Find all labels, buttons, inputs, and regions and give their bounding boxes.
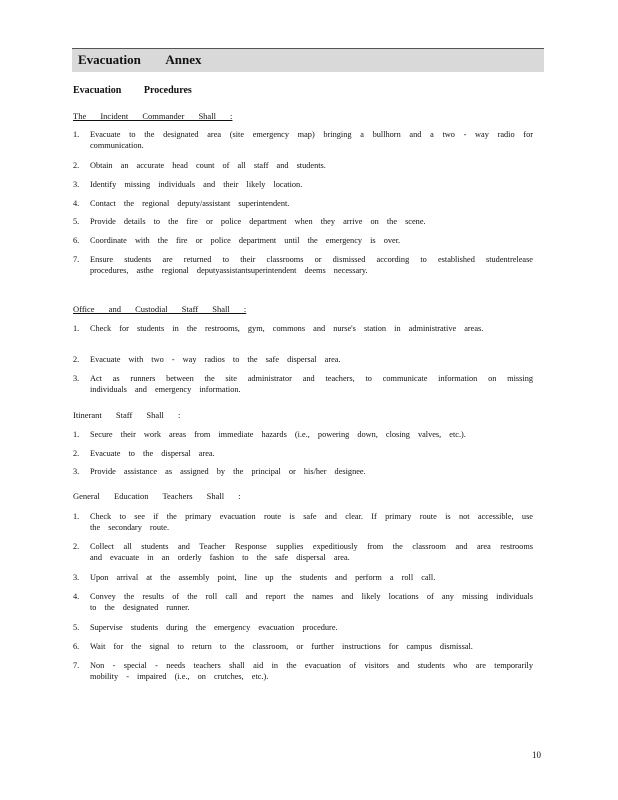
- list-item: [73, 323, 533, 334]
- item-text: Upon arrival at the assembly point, line up the students and perform a roll call.: [90, 573, 436, 582]
- item-text: Evacuate to the dispersal area.: [90, 449, 215, 458]
- annex-title: Evacuation Annex: [78, 52, 202, 67]
- annex-header-bar: [72, 48, 544, 72]
- list-item: [73, 541, 533, 563]
- item-number: 3.: [73, 467, 80, 476]
- list-item: [73, 160, 533, 171]
- item-text: Identify missing individuals and their likely location.: [90, 180, 303, 189]
- item-text: Provide details to the fire or police department when they arrive on the scene.: [90, 217, 426, 226]
- item-number: 3.: [73, 180, 80, 189]
- section-heading-incident-commander: The Incident Commander Shall :: [73, 111, 233, 121]
- item-number: 2.: [73, 355, 80, 364]
- item-text: Secure their work areas from immediate hazards (i.e., powering down, closing valves, etc.).: [90, 430, 466, 439]
- item-text: Supervise students during the emergency evacuation procedure.: [90, 623, 338, 632]
- list-item: [73, 448, 533, 459]
- item-number: 5.: [73, 217, 80, 226]
- list-item: [73, 622, 533, 633]
- list-item: [73, 572, 533, 583]
- item-text: Act as runners between the site administrator and teachers, to communicate information on missing individuals and emergency information.: [90, 374, 533, 394]
- list-item: [73, 429, 533, 440]
- list-item: [73, 354, 533, 365]
- item-number: 4.: [73, 199, 80, 208]
- item-text: Coordinate with the fire or police department until the emergency is over.: [90, 236, 401, 245]
- item-number: 4.: [73, 592, 80, 601]
- item-number: 5.: [73, 623, 80, 632]
- item-text: Contact the regional deputy/assistant superintendent.: [90, 199, 290, 208]
- list-item: [73, 198, 533, 209]
- item-number: 2.: [73, 542, 80, 551]
- item-number: 3.: [73, 374, 80, 383]
- item-number: 2.: [73, 161, 80, 170]
- procedures-title: Evacuation Procedures: [73, 85, 192, 96]
- item-text: Evacuate with two - way radios to the safe dispersal area.: [90, 355, 341, 364]
- list-item: [73, 129, 533, 151]
- list-item: [73, 254, 533, 276]
- list-item: [73, 660, 533, 682]
- section-heading-general-education-teachers: General Education Teachers Shall :: [73, 491, 241, 501]
- item-number: 1.: [73, 130, 80, 139]
- item-number: 1.: [73, 512, 80, 521]
- list-item: [73, 591, 533, 613]
- list-item: [73, 641, 533, 652]
- item-number: 6.: [73, 236, 80, 245]
- item-number: 1.: [73, 324, 80, 333]
- list-item: [73, 235, 533, 246]
- list-item: [73, 466, 533, 477]
- item-text: Check to see if the primary evacuation route is safe and clear. If primary route is not accessible, use the secondary route.: [90, 512, 533, 532]
- item-text: Provide assistance as assigned by the principal or his/her designee.: [90, 467, 366, 476]
- item-text: Convey the results of the roll call and report the names and likely locations of any missing individuals to the designated runner.: [90, 592, 533, 612]
- list-item: [73, 511, 533, 533]
- item-number: 6.: [73, 642, 80, 651]
- item-text: Evacuate to the designated area (site emergency map) bringing a bullhorn and a two - way radio for communication.: [90, 130, 533, 150]
- item-text: Collect all students and Teacher Response supplies expeditiously from the classroom and area restrooms and evacuate in an orderly fashion to the safe dispersal area.: [90, 542, 533, 562]
- item-text: Ensure students are returned to their classrooms or dismissed according to established studentrelease procedures, asthe regional deputyassistantsuperintendent deems necessary.: [90, 255, 533, 275]
- list-item: [73, 179, 533, 190]
- item-text: Obtain an accurate head count of all staff and students.: [90, 161, 326, 170]
- list-item: [73, 216, 533, 227]
- item-number: 3.: [73, 573, 80, 582]
- page-number: 10: [532, 750, 541, 760]
- item-number: 2.: [73, 449, 80, 458]
- item-number: 1.: [73, 430, 80, 439]
- item-text: Check for students in the restrooms, gym, commons and nurse's station in administrative areas.: [90, 324, 484, 333]
- section-heading-office-custodial: Office and Custodial Staff Shall :: [73, 304, 247, 314]
- item-text: Wait for the signal to return to the classroom, or further instructions for campus dismissal.: [90, 642, 473, 651]
- item-text: Non - special - needs teachers shall aid in the evacuation of visitors and students who are temporarily mobility - impaired (i.e., on crutches, etc.).: [90, 661, 533, 681]
- list-item: [73, 373, 533, 395]
- item-number: 7.: [73, 661, 80, 670]
- section-heading-itinerant-staff: Itinerant Staff Shall :: [73, 410, 181, 420]
- item-number: 7.: [73, 255, 80, 264]
